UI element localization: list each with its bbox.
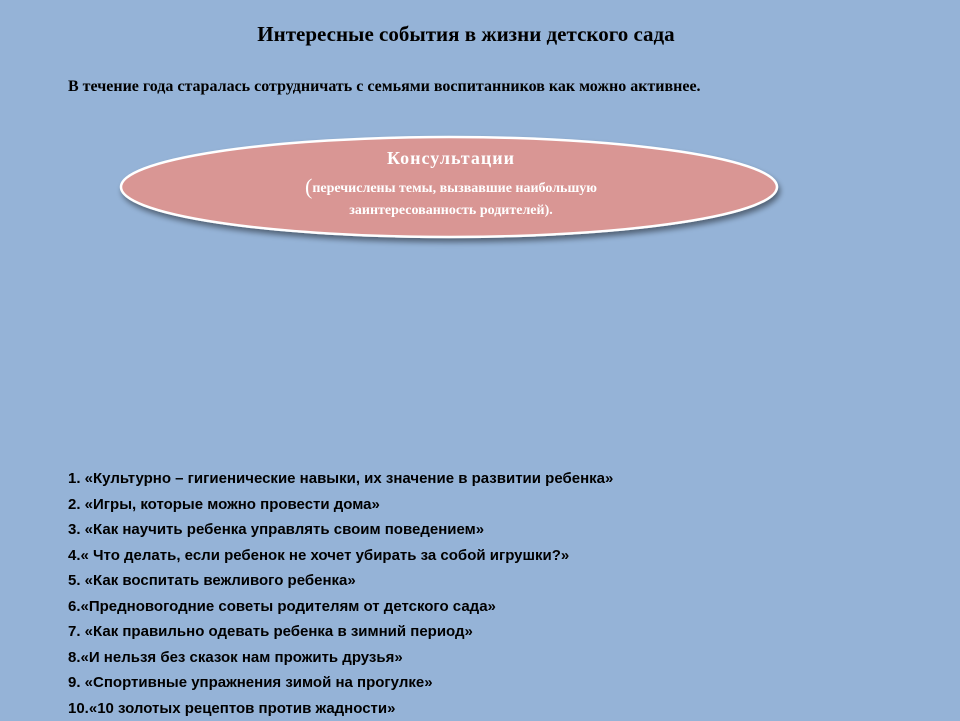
topic-item: 3. «Как научить ребенка управлять своим поведением» — [68, 517, 613, 543]
topic-item: 4.« Что делать, если ребенок не хочет убирать за собой игрушки?» — [68, 543, 613, 569]
consultations-ellipse — [116, 131, 786, 251]
topic-item: 5. «Как воспитать вежливого ребенка» — [68, 568, 613, 594]
ellipse-subtitle-text: перечислены темы, вызвавшие наибольшую заинтересованность родителей). — [312, 181, 597, 218]
ellipse-subtitle — [246, 176, 656, 222]
topic-item: 7. «Как правильно одевать ребенка в зимний период» — [68, 619, 613, 645]
ellipse-heading: Консультации — [116, 148, 786, 169]
topic-item: 6.«Предновогодние советы родителям от детского сада» — [68, 594, 613, 620]
intro-text: В течение года старалась сотрудничать с семьями воспитанников как можно активнее. — [68, 74, 828, 100]
topic-item: 1. «Культурно – гигиенические навыки, их значение в развитии ребенка» — [68, 466, 613, 492]
topic-item: 10.«10 золотых рецептов против жадности» — [68, 696, 613, 721]
slide-title: Интересные события в жизни детского сада — [0, 22, 932, 47]
topic-item: 8.«И нельзя без сказок нам прожить друзья» — [68, 645, 613, 671]
ellipse-subtitle-paren: ( — [305, 174, 312, 199]
topic-item: 2. «Игры, которые можно провести дома» — [68, 492, 613, 518]
topic-item: 9. «Спортивные упражнения зимой на прогулке» — [68, 670, 613, 696]
topics-list — [68, 466, 613, 721]
